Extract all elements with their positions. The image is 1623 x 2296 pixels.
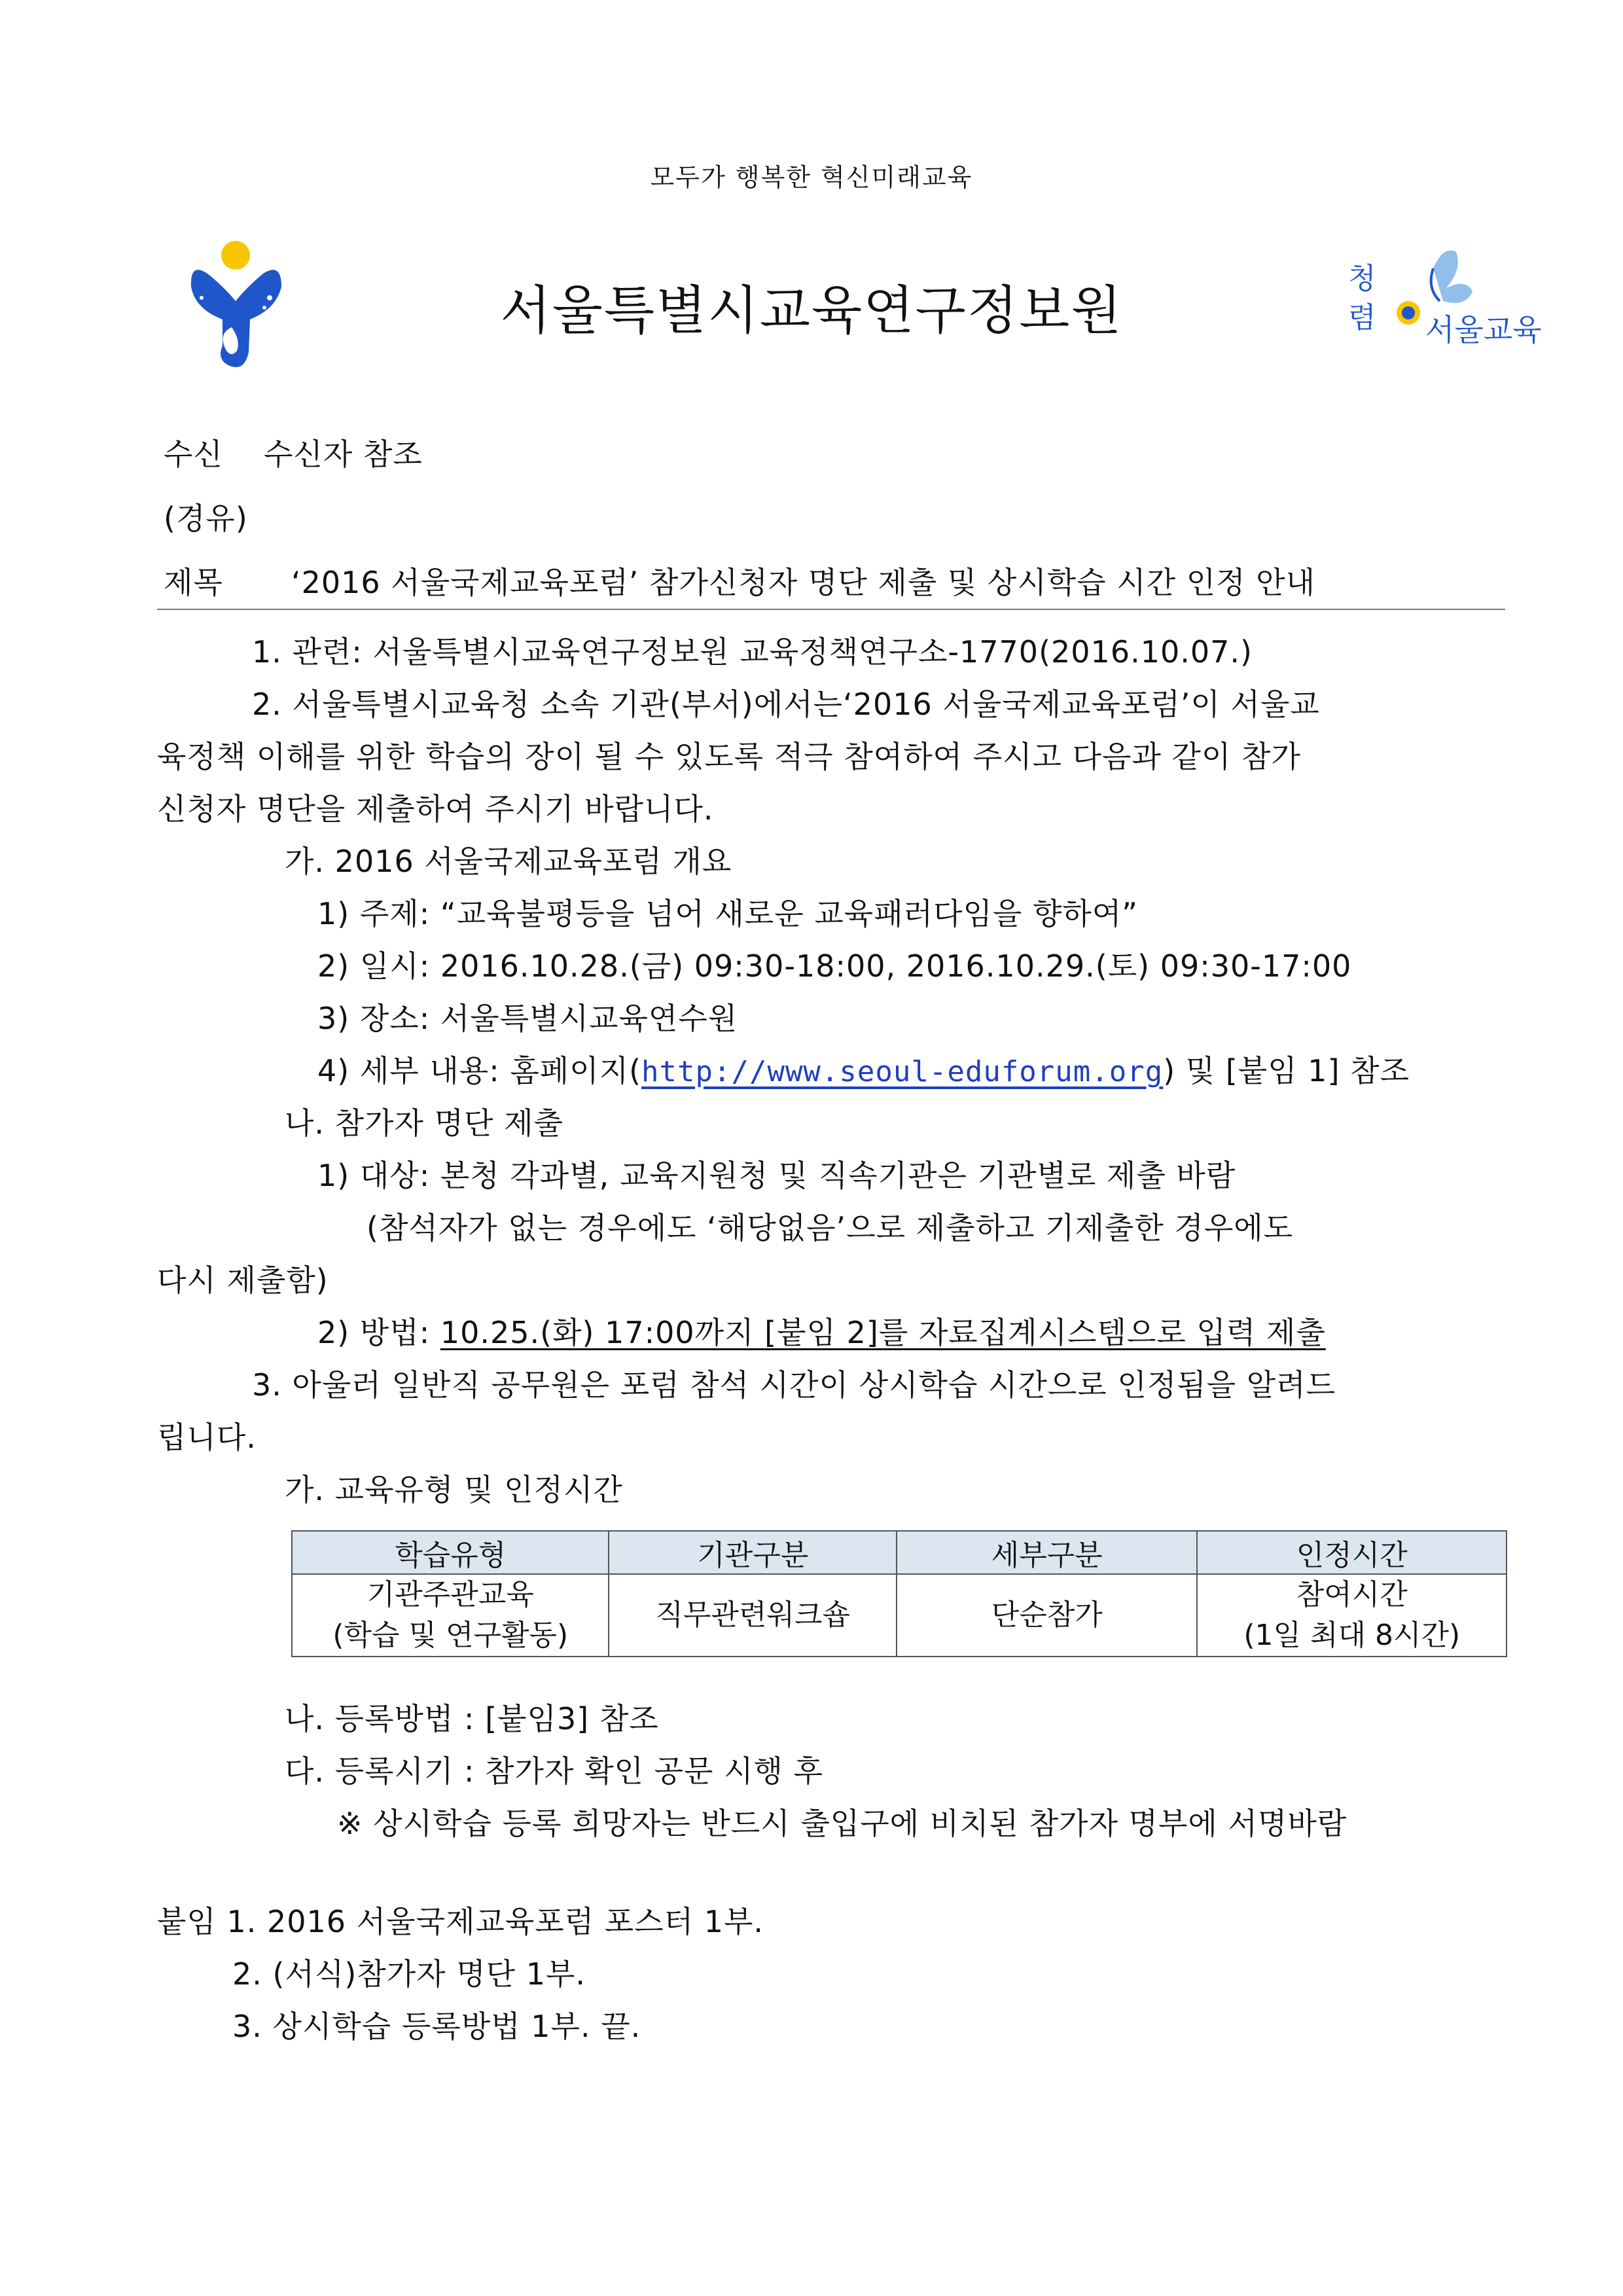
submission-target-note: (참석자가 없는 경우에도 ‘해당없음’으로 제출하고 기제출한 경우에도 xyxy=(366,1210,1294,1246)
section-ga-heading: 가. 2016 서울국제교육포럼 개요 xyxy=(285,844,732,879)
table-header: 인정시간 xyxy=(1197,1531,1507,1574)
item-2-line-1: 2. 서울특별시교육청 소속 기관(부서)에서는‘2016 서울국제교육포럼’이 서울교 xyxy=(252,687,1320,722)
attachment-3: 3. 상시학습 등록방법 1부. 끝. xyxy=(232,2009,641,2044)
subject-label: 제목 xyxy=(164,565,223,600)
item-2-line-3: 신청자 명단을 제출하여 주시기 바랍니다. xyxy=(157,791,714,827)
forum-topic: 1) 주제: “교육불평등을 넘어 새로운 교육패러다임을 향하여” xyxy=(317,896,1139,931)
registration-timing: 다. 등록시기 : 참가자 확인 공문 시행 후 xyxy=(285,1753,824,1789)
section-na-heading: 나. 참가자 명단 제출 xyxy=(285,1105,563,1141)
table-cell-detail-type: 단순참가 xyxy=(897,1574,1197,1657)
svg-text:렴: 렴 xyxy=(1348,301,1376,334)
credit-hours-line-1: 참여시간 xyxy=(1296,1578,1408,1611)
submission-target: 1) 대상: 본청 각과별, 교육지원청 및 직속기관은 기관별로 제출 바람 xyxy=(317,1158,1236,1193)
learning-type-line-2: (학습 및 연구활동) xyxy=(332,1619,569,1652)
clean-seoul-education-logo-icon xyxy=(1335,242,1542,367)
table-header-row xyxy=(292,1531,1507,1574)
forum-datetime: 2) 일시: 2016.10.28.(금) 09:30-18:00, 2016.10.29.(토) 09:30-17:00 xyxy=(317,948,1352,984)
attachment-1: 붙임 1. 2016 서울국제교육포럼 포스터 1부. xyxy=(157,1904,764,1939)
item-2-line-2: 육정책 이해를 위한 학습의 장이 될 수 있도록 적극 참여하여 주시고 다음과 같이 참가 xyxy=(157,739,1301,774)
svg-text:청: 청 xyxy=(1348,262,1376,295)
table-cell-credit-hours xyxy=(1197,1574,1507,1657)
table-cell-learning-type xyxy=(292,1574,609,1657)
table-row xyxy=(292,1574,1507,1657)
forum-venue: 3) 장소: 서울특별시교육연수원 xyxy=(317,1001,738,1036)
forum-details-suffix: ) 및 [붙임 1] 참조 xyxy=(1163,1053,1410,1088)
slogan: 모두가 행복한 혁신미래교육 xyxy=(650,163,973,192)
item-3-line-2: 립니다. xyxy=(157,1420,257,1455)
table-header: 세부구분 xyxy=(897,1531,1197,1574)
submission-deadline: 10.25.(화) 17:00까지 [붙임 2]를 자료집계시스템으로 입력 제출 xyxy=(440,1315,1326,1350)
table-cell-org-type: 직무관련워크숍 xyxy=(609,1574,897,1657)
submission-method-label: 2) 방법: xyxy=(317,1315,440,1350)
recipient-label: 수신 xyxy=(164,437,223,472)
subject-divider xyxy=(157,609,1505,610)
item-3-line-1: 3. 아울러 일반직 공무원은 포럼 참석 시간이 상시학습 시간으로 인정됨을 알려드 xyxy=(252,1367,1336,1403)
forum-details-prefix: 4) 세부 내용: 홈페이지( xyxy=(317,1053,642,1088)
via-label: (경유) xyxy=(164,501,248,536)
table-header: 학습유형 xyxy=(292,1531,609,1574)
training-hours-table xyxy=(291,1530,1507,1657)
credit-hours-line-2: (1일 최대 8시간) xyxy=(1243,1619,1461,1652)
forum-details xyxy=(317,1047,1410,1090)
item-1-related: 1. 관련: 서울특별시교육연구정보원 교육정책연구소-1770(2016.10.07.) xyxy=(252,634,1253,670)
homepage-link[interactable]: http://www.seoul-eduforum.org xyxy=(641,1055,1164,1088)
subject-value: ‘2016 서울국제교육포럼’ 참가신청자 명단 제출 및 상시학습 시간 인정 안내 xyxy=(291,565,1316,600)
attachment-2: 2. (서식)참가자 명단 1부. xyxy=(232,1956,586,1992)
recipient-value: 수신자 참조 xyxy=(264,437,423,472)
organization-name: 서울특별시교육연구정보원 xyxy=(500,280,1123,341)
learning-type-line-1: 기관주관교육 xyxy=(366,1578,534,1611)
submission-target-note-cont: 다시 제출함) xyxy=(157,1263,329,1298)
registration-method: 나. 등록방법 : [붙임3] 참조 xyxy=(285,1701,659,1736)
registration-note: ※ 상시학습 등록 희망자는 반드시 출입구에 비치된 참가자 명부에 서명바람 xyxy=(337,1806,1347,1841)
table-header: 기관구분 xyxy=(609,1531,897,1574)
section-3-ga-heading: 가. 교육유형 및 인정시간 xyxy=(285,1472,623,1507)
submission-method xyxy=(317,1309,1326,1352)
svg-text:서울교육: 서울교육 xyxy=(1425,312,1542,348)
